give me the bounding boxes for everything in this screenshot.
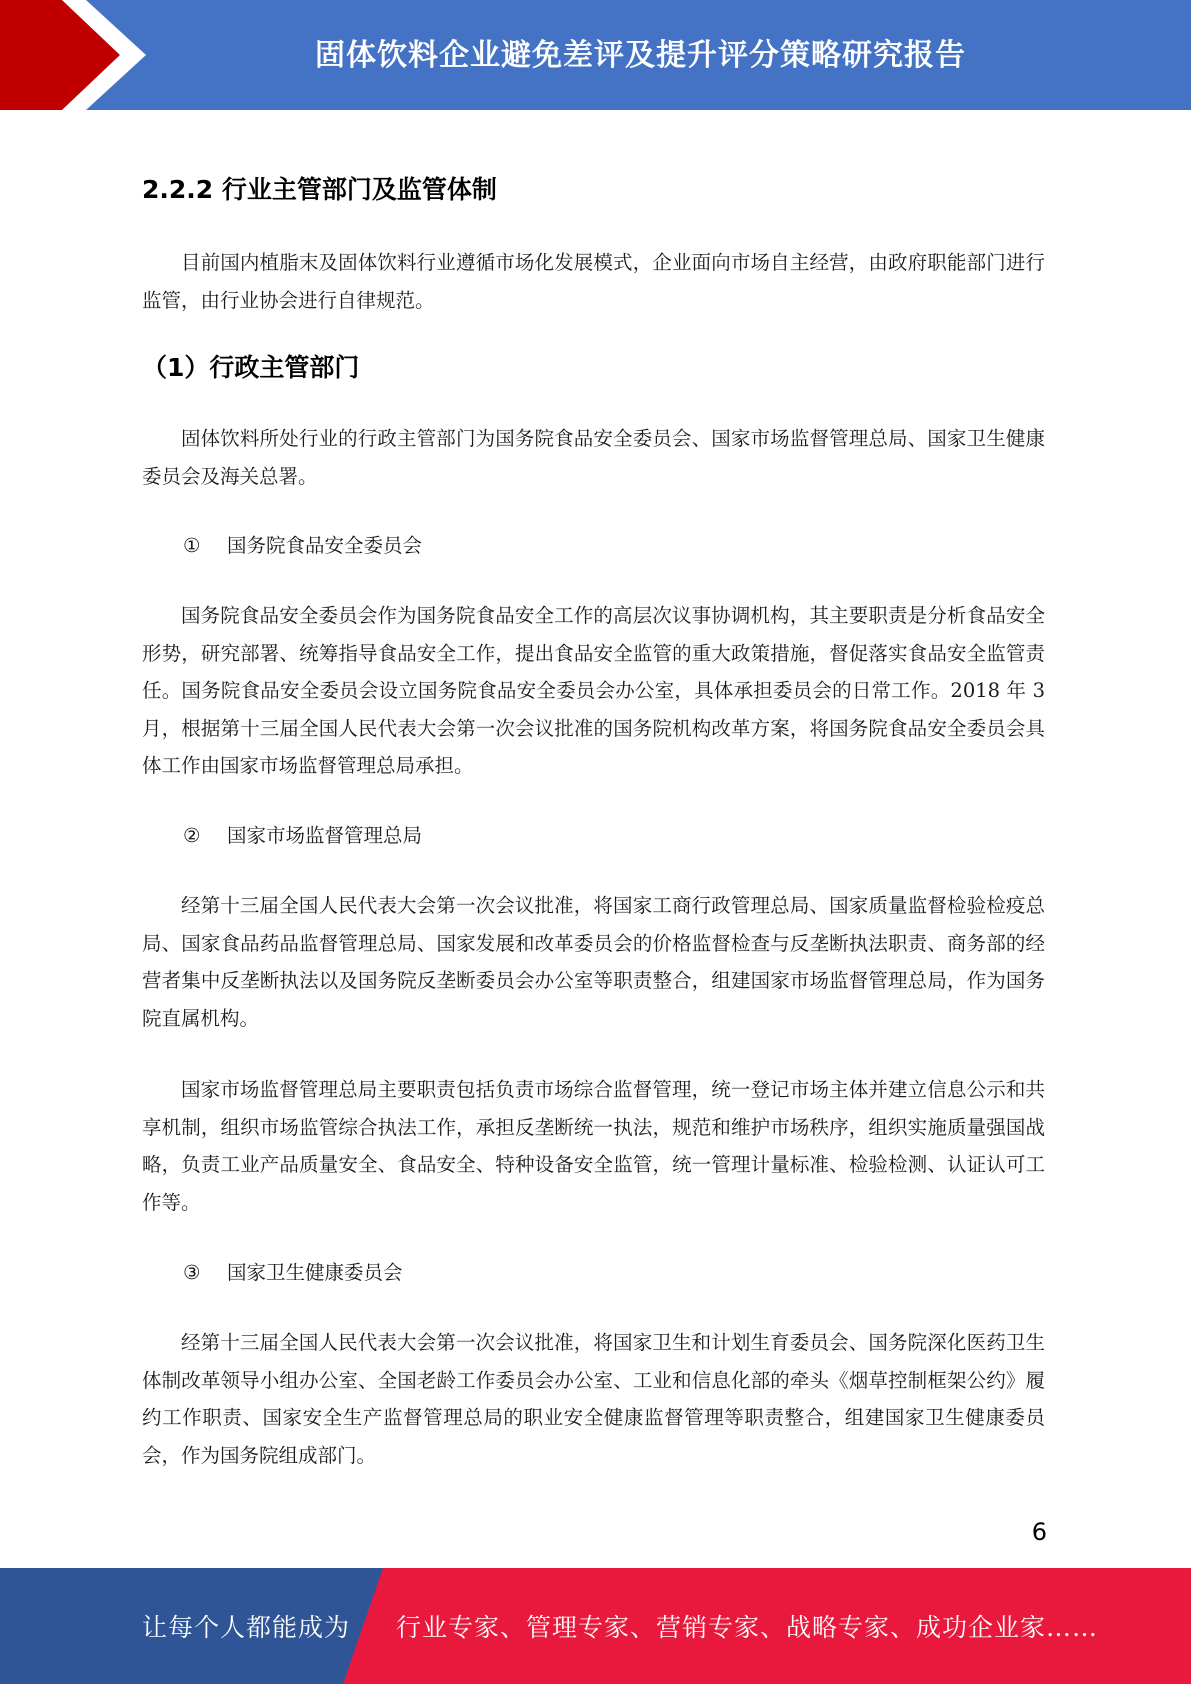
item-label: 国家卫生健康委员会 <box>227 1261 403 1284</box>
item-label: 国家市场监督管理总局 <box>227 824 423 847</box>
subsection-intro-paragraph: 固体饮料所处行业的行政主管部门为国务院食品安全委员会、国家市场监督管理总局、国家卫生健康委员会及海关总署。 <box>142 427 1045 488</box>
item-paragraph: 国务院食品安全委员会作为国务院食品安全工作的高层次议事协调机构，其主要职责是分析食品安全形势，研究部署、统筹指导食品安全工作，提出食品安全监管的重大政策措施，督促落实食品安全监管责任。国务院食品安全委员会设立国务院食品安全委员会办公室，具体承担委员会的日常工作。2018 年 3 月，根据第十三届全国人民代表大会第一次会议批准的国务院机构改革方案，将国务院食品安全委员会具体工作由国家市场监督管理总局承担。 <box>142 604 1045 777</box>
item-paragraph: 国家市场监督管理总局主要职责包括负责市场综合监督管理，统一登记市场主体并建立信息公示和共享机制，组织市场监管综合执法工作，承担反垄断统一执法，规范和维护市场秩序，组织实施质量强国战略，负责工业产品质量安全、食品安全、特种设备安全监管，统一管理计量标准、检验检测、认证认可工作等。 <box>142 1078 1045 1214</box>
list-item-heading <box>183 817 422 855</box>
footer-slogan-left: 让每个人都能成为 <box>142 1613 351 1642</box>
section-intro-paragraph: 目前国内植脂末及固体饮料行业遵循市场化发展模式，企业面向市场自主经营，由政府职能部门进行监管，由行业协会进行自律规范。 <box>142 251 1045 312</box>
list-item-heading <box>183 527 422 565</box>
footer-band <box>0 1568 1191 1684</box>
page-number: 6 <box>1031 1518 1047 1546</box>
footer-slogan-right: 行业专家、管理专家、营销专家、战略专家、成功企业家…… <box>396 1613 1099 1642</box>
item-number: ② <box>183 824 201 847</box>
section-heading: 2.2.2 行业主管部门及监管体制 <box>142 175 497 204</box>
report-title: 固体饮料企业避免差评及提升评分策略研究报告 <box>315 38 966 73</box>
red-arrow-icon <box>0 0 160 110</box>
item-number: ① <box>183 534 201 557</box>
list-item-heading <box>183 1254 403 1292</box>
report-header-band <box>0 0 1191 110</box>
item-number: ③ <box>183 1261 201 1284</box>
subsection-heading: （1）行政主管部门 <box>142 353 360 382</box>
item-paragraph: 经第十三届全国人民代表大会第一次会议批准，将国家工商行政管理总局、国家质量监督检验检疫总局、国家食品药品监督管理总局、国家发展和改革委员会的价格监督检查与反垄断执法职责、商务部的经营者集中反垄断执法以及国务院反垄断委员会办公室等职责整合，组建国家市场监督管理总局，作为国务院直属机构。 <box>142 894 1045 1030</box>
item-paragraph: 经第十三届全国人民代表大会第一次会议批准，将国家卫生和计划生育委员会、国务院深化医药卫生体制改革领导小组办公室、全国老龄工作委员会办公室、工业和信息化部的牵头《烟草控制框架公约》履约工作职责、国家安全生产监督管理总局的职业安全健康监督管理等职责整合，组建国家卫生健康委员会，作为国务院组成部门。 <box>142 1331 1045 1467</box>
item-label: 国务院食品安全委员会 <box>227 534 423 557</box>
